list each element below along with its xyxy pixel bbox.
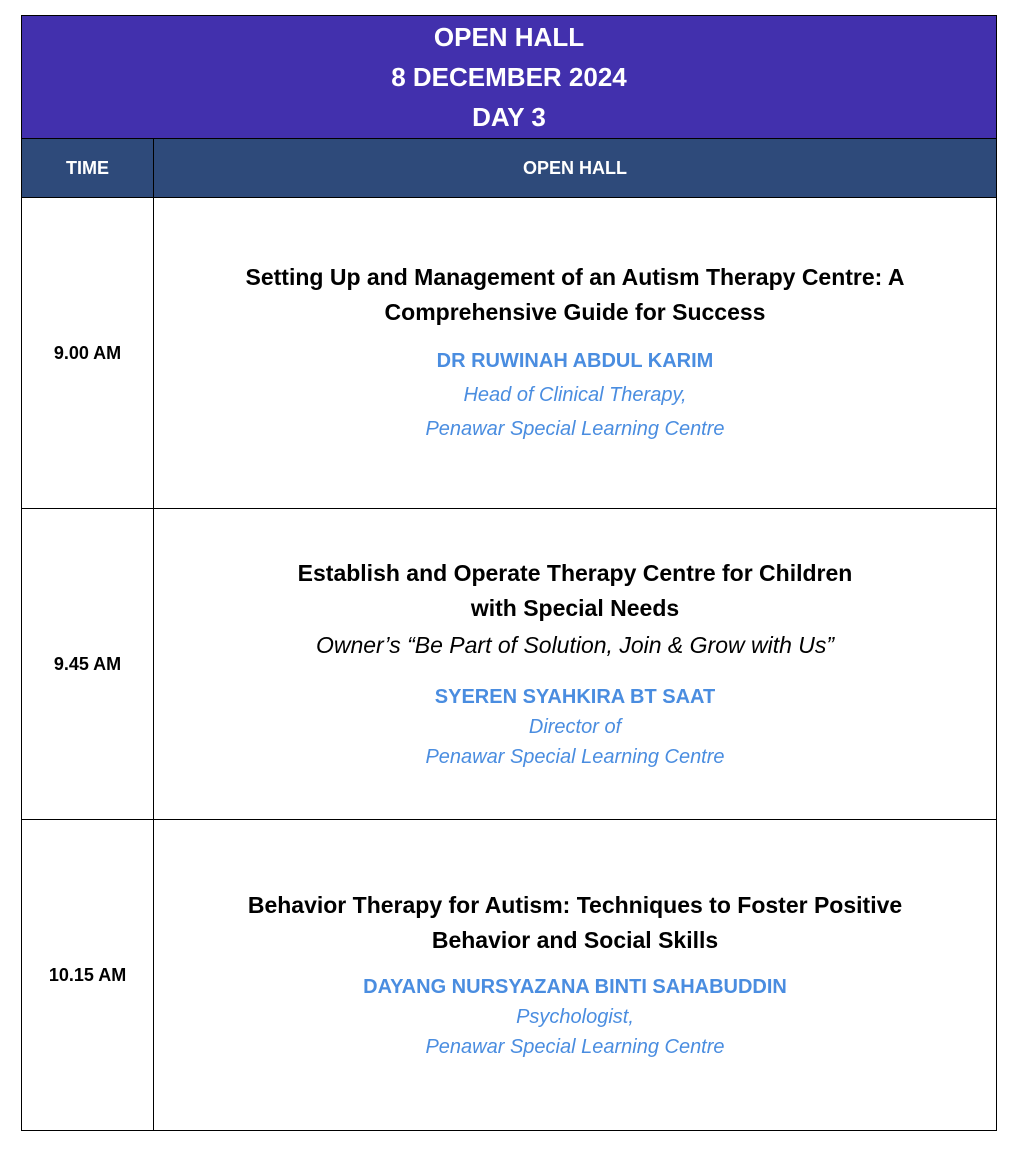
session-title-line: Behavior Therapy for Autism: Techniques to Foster Positive bbox=[247, 892, 903, 918]
session-subtitle: Owner’s “Be Part of Solution, Join & Grow with Us” bbox=[315, 632, 835, 658]
banner-date: 8 DECEMBER 2024 bbox=[391, 62, 627, 92]
speaker-organization: Penawar Special Learning Centre bbox=[425, 418, 725, 440]
column-header-hall: OPEN HALL bbox=[522, 157, 627, 178]
schedule-banner bbox=[22, 16, 996, 139]
speaker-name: DR RUWINAH ABDUL KARIM bbox=[436, 350, 714, 372]
session-time: 10.15 AM bbox=[22, 820, 154, 1130]
speaker-name: DAYANG NURSYAZANA BINTI SAHABUDDIN bbox=[363, 976, 787, 998]
session-title-line: with Special Needs bbox=[470, 595, 680, 621]
session-row bbox=[22, 198, 996, 509]
schedule-table bbox=[21, 15, 997, 1131]
session-content bbox=[154, 198, 996, 508]
session-content bbox=[154, 509, 996, 819]
banner-venue: OPEN HALL bbox=[433, 22, 585, 52]
session-row bbox=[22, 509, 996, 820]
speaker-role: Head of Clinical Therapy, bbox=[463, 384, 687, 406]
session-title-line: Setting Up and Management of an Autism Therapy Centre: A bbox=[245, 264, 905, 290]
column-header-time: TIME bbox=[22, 139, 154, 197]
speaker-organization: Penawar Special Learning Centre bbox=[425, 746, 725, 768]
session-title-line: Behavior and Social Skills bbox=[431, 927, 719, 953]
speaker-role: Director of bbox=[528, 716, 622, 738]
session-time: 9.00 AM bbox=[22, 198, 154, 508]
session-row bbox=[22, 820, 996, 1130]
banner-day: DAY 3 bbox=[472, 102, 546, 132]
column-header-row bbox=[22, 139, 996, 198]
speaker-name: SYEREN SYAHKIRA BT SAAT bbox=[434, 686, 716, 708]
session-content bbox=[154, 820, 996, 1130]
session-time: 9.45 AM bbox=[22, 509, 154, 819]
session-title-line: Comprehensive Guide for Success bbox=[384, 299, 766, 325]
session-title-line: Establish and Operate Therapy Centre for Children bbox=[297, 560, 853, 586]
speaker-organization: Penawar Special Learning Centre bbox=[425, 1036, 725, 1058]
speaker-role: Psychologist, bbox=[516, 1006, 634, 1028]
